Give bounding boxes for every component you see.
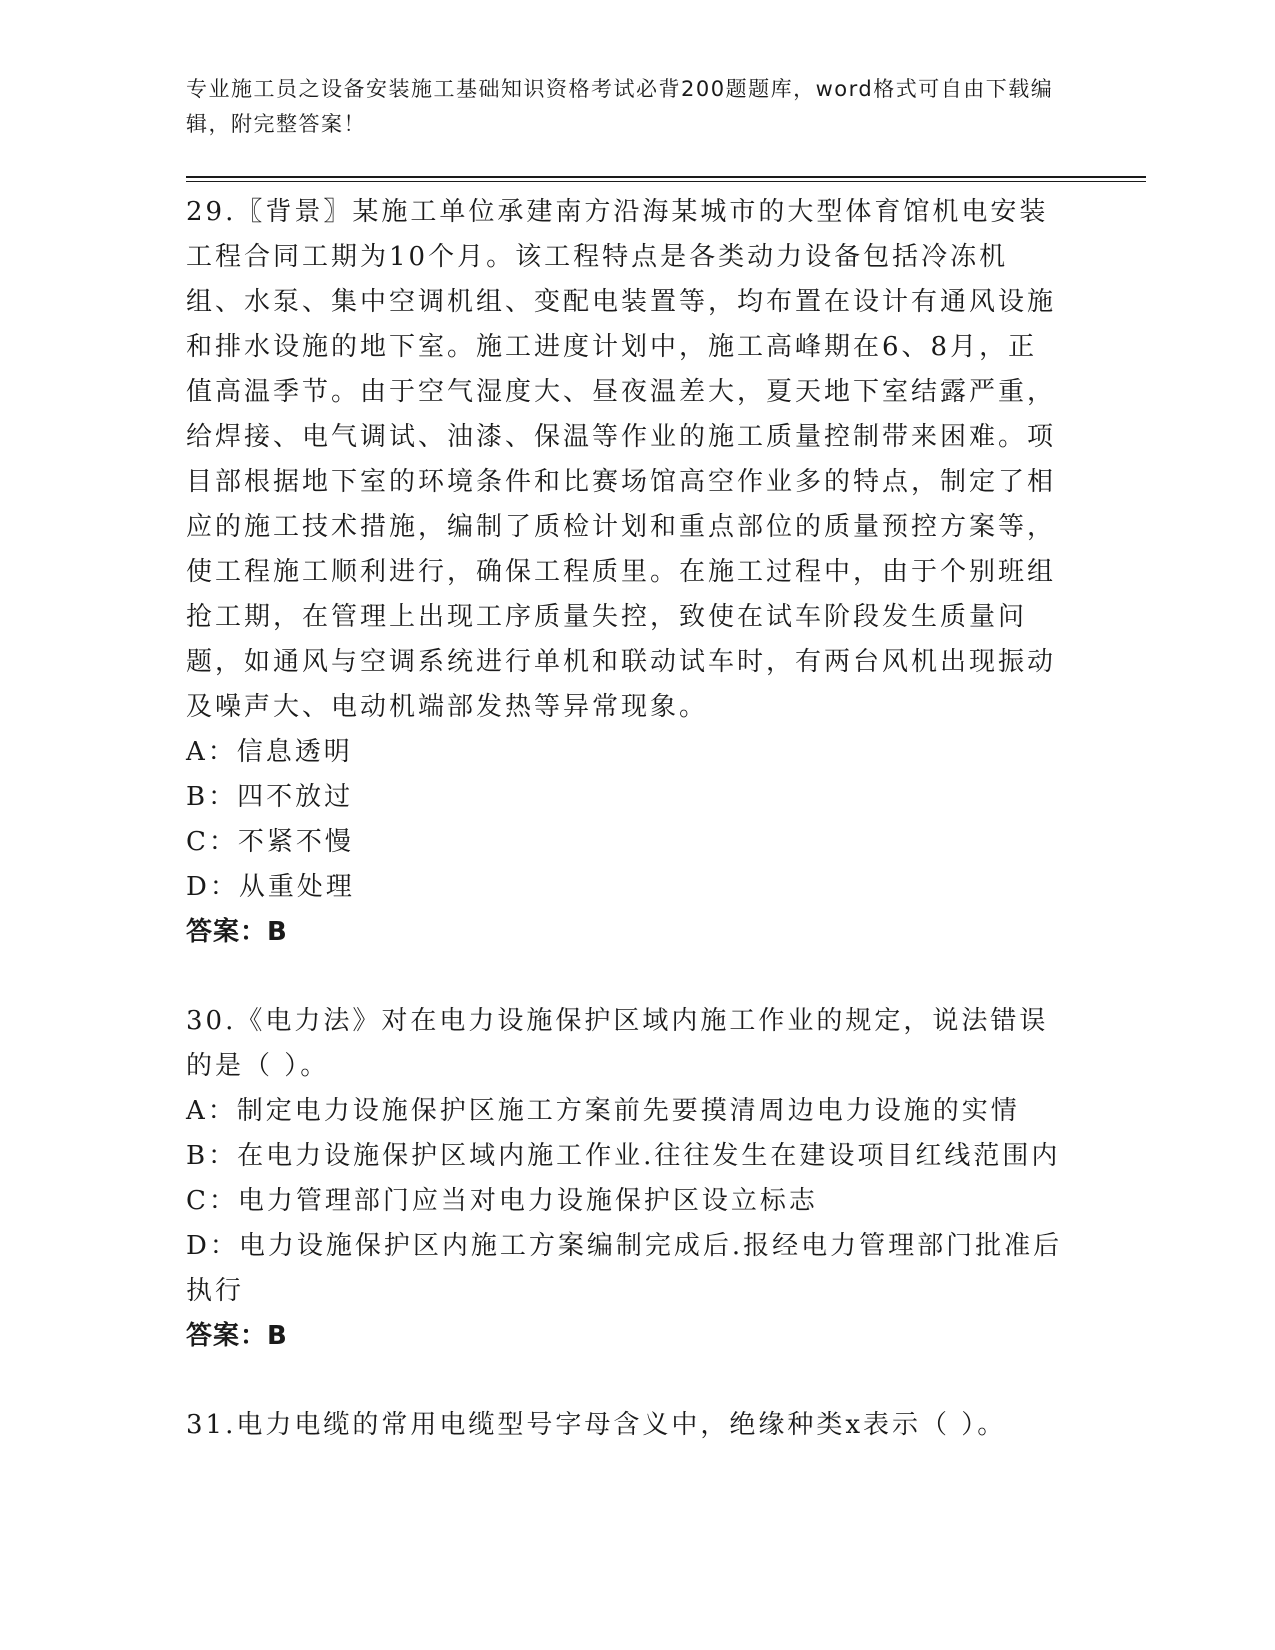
answer-label: 答案：B [186,917,288,947]
option-d: D：从重处理 [186,872,355,902]
question-31 [186,1403,1066,1448]
option-a: A：信息透明 [186,737,353,767]
question-29 [186,190,1066,955]
option-b: B：四不放过 [186,782,354,812]
answer-label: 答案：B [186,1321,288,1351]
option-b: B：在电力设施保护区域内施工作业.往往发生在建设项目红线范围内 [186,1141,1061,1171]
option-a: A：制定电力设施保护区施工方案前先要摸清周边电力设施的实情 [186,1096,1020,1126]
document-header: 专业施工员之设备安装施工基础知识资格考试必背200题题库，word格式可自由下载编辑，附完整答案！ [186,77,1054,136]
question-30 [186,999,1066,1359]
question-stem: 31.电力电缆的常用电缆型号字母含义中，绝缘种类x表示（ ）。 [186,1410,1007,1440]
header-rule-thick [186,176,1146,178]
header-rule-thin [186,181,1146,182]
option-c: C：电力管理部门应当对电力设施保护区设立标志 [186,1186,818,1216]
option-d: D：电力设施保护区内施工方案编制完成后.报经电力管理部门批准后执行 [186,1231,1063,1306]
option-c: C：不紧不慢 [186,827,354,857]
question-list [186,190,1066,1448]
question-stem: 30.《电力法》对在电力设施保护区域内施工作业的规定，说法错误的是（ ）。 [186,1006,1049,1081]
question-stem: 29.〖背景〗某施工单位承建南方沿海某城市的大型体育馆机电安装工程合同工期为10个月。该工程特点是各类动力设备包括冷冻机组、水泵、集中空调机组、变配电装置等，均布置在设计有通风设施和排水设施的地下室。施工进度计划中，施工高峰期在6、8月，正值高温季节。由于空气湿度大、昼夜温差大，夏天地下室结露严重，给焊接、电气调试、油漆、保温等作业的施工质量控制带来困难。项目部根据地下室的环境条件和比赛场馆高空作业多的特点，制定了相应的施工技术措施，编制了质检计划和重点部位的质量预控方案等，使工程施工顺利进行，确保工程质里。在施工过程中，由于个别班组抢工期，在管理上出现工序质量失控，致使在试车阶段发生质量问题，如通风与空调系统进行单机和联动试车时，有两台风机出现振动及噪声大、电动机端部发热等异常现象。 [186,197,1057,722]
